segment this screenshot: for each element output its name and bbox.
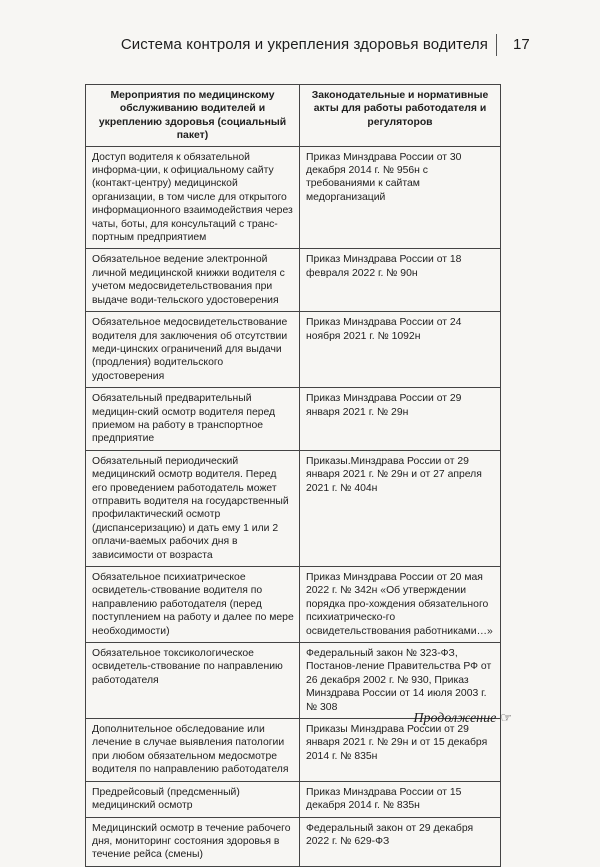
measure-cell: Предрейсовый (предсменный) медицинский осмотр: [86, 781, 300, 817]
act-cell: Приказ Минздрава России от 15 декабря 2014 г. № 835н: [300, 781, 501, 817]
table-row: [86, 388, 501, 451]
act-cell: Приказ Минздрава России от 20 мая 2022 г. № 342н «Об утверждении порядка про-хождения обязательного психиатрическо-го освидетельствования работниками…»: [300, 567, 501, 643]
measures-table: [85, 84, 501, 867]
measure-cell: Обязательное психиатрическое освидетель-ствование водителя по направлению работодателя (перед поступлением на работу и далее по мере необходимости): [86, 567, 300, 643]
continuation-label: Продолжение: [413, 711, 497, 726]
measure-cell: Обязательное токсикологическое освидетель-ствование по направлению работодателя: [86, 643, 300, 719]
measure-cell: Доступ водителя к обязательной информа-ции, к официальному сайту (контакт-центру) медицинской организации, в том числе для открытого информационного взаимодействия через чаты, боты, для консультаций с транс-портным предприятием: [86, 146, 300, 249]
header-divider: [496, 34, 497, 56]
running-header: [0, 36, 600, 58]
measure-cell: Медицинский осмотр в течение рабочего дня, мониторинг состояния здоровья в течение рейса (смены): [86, 817, 300, 866]
measure-cell: Обязательное ведение электронной личной медицинской книжки водителя с учетом медосвидетельствования при выдаче води-тельского удостоверения: [86, 249, 300, 312]
act-cell: Приказы Минздрава России от 29 января 2021 г. № 29н и от 15 декабря 2014 г. № 835н: [300, 719, 501, 782]
act-cell: Приказ Минздрава России от 18 февраля 2022 г. № 90н: [300, 249, 501, 312]
measure-cell: Обязательный предварительный медицин-ский осмотр водителя перед приемом на работу в транспортное предприятие: [86, 388, 300, 451]
act-cell: Федеральный закон № 323-ФЗ, Постанов-ление Правительства РФ от 26 декабря 2002 г. № 930, Приказ Минздрава России от 14 июля 2003 г. № 308: [300, 643, 501, 719]
table-row: [86, 643, 501, 719]
table-row: [86, 567, 501, 643]
pointing-hand-icon: ☞: [500, 710, 512, 725]
measure-cell: Дополнительное обследование или лечение в случае выявления патологии при любом обязательном медосмотре водителя по направлению работодателя: [86, 719, 300, 782]
page-number: 17: [513, 36, 530, 53]
measure-cell: Обязательное медосвидетельствование водителя для заключения об отсутствии меди-цинских ограничений для выдачи (продления) водительского удостоверения: [86, 312, 300, 388]
act-cell: Приказ Минздрава России от 29 января 2021 г. № 29н: [300, 388, 501, 451]
continuation-note: [413, 710, 512, 727]
act-cell: Приказы.Минздрава России от 29 января 2021 г. № 29н и от 27 апреля 2021 г. № 404н: [300, 450, 501, 566]
table-row: [86, 312, 501, 388]
table-row: [86, 146, 501, 249]
table-row: [86, 781, 501, 817]
column-header-measures: Мероприятия по медицинскому обслуживанию водителей и укреплению здоровья (социальный пакет): [86, 85, 300, 147]
table-row: [86, 249, 501, 312]
table-row: [86, 450, 501, 566]
table-row: [86, 817, 501, 866]
table-header-row: [86, 85, 501, 147]
act-cell: Федеральный закон от 29 декабря 2022 г. № 629-ФЗ: [300, 817, 501, 866]
act-cell: Приказ Минздрава России от 24 ноября 2021 г. № 1092н: [300, 312, 501, 388]
running-title: Система контроля и укрепления здоровья водителя: [120, 36, 488, 53]
column-header-acts: Законодательные и нормативные акты для работы работодателя и регуляторов: [300, 85, 501, 147]
measure-cell: Обязательный периодический медицинский осмотр водителя. Перед его проведением работодатель может отправить водителя на государственный профилактический осмотр (диспансеризацию) и дать ему 1 или 2 оплачи-ваемых рабочих дня в зависимости от возраста: [86, 450, 300, 566]
act-cell: Приказ Минздрава России от 30 декабря 2014 г. № 956н с требованиями к сайтам медорганизаций: [300, 146, 501, 249]
